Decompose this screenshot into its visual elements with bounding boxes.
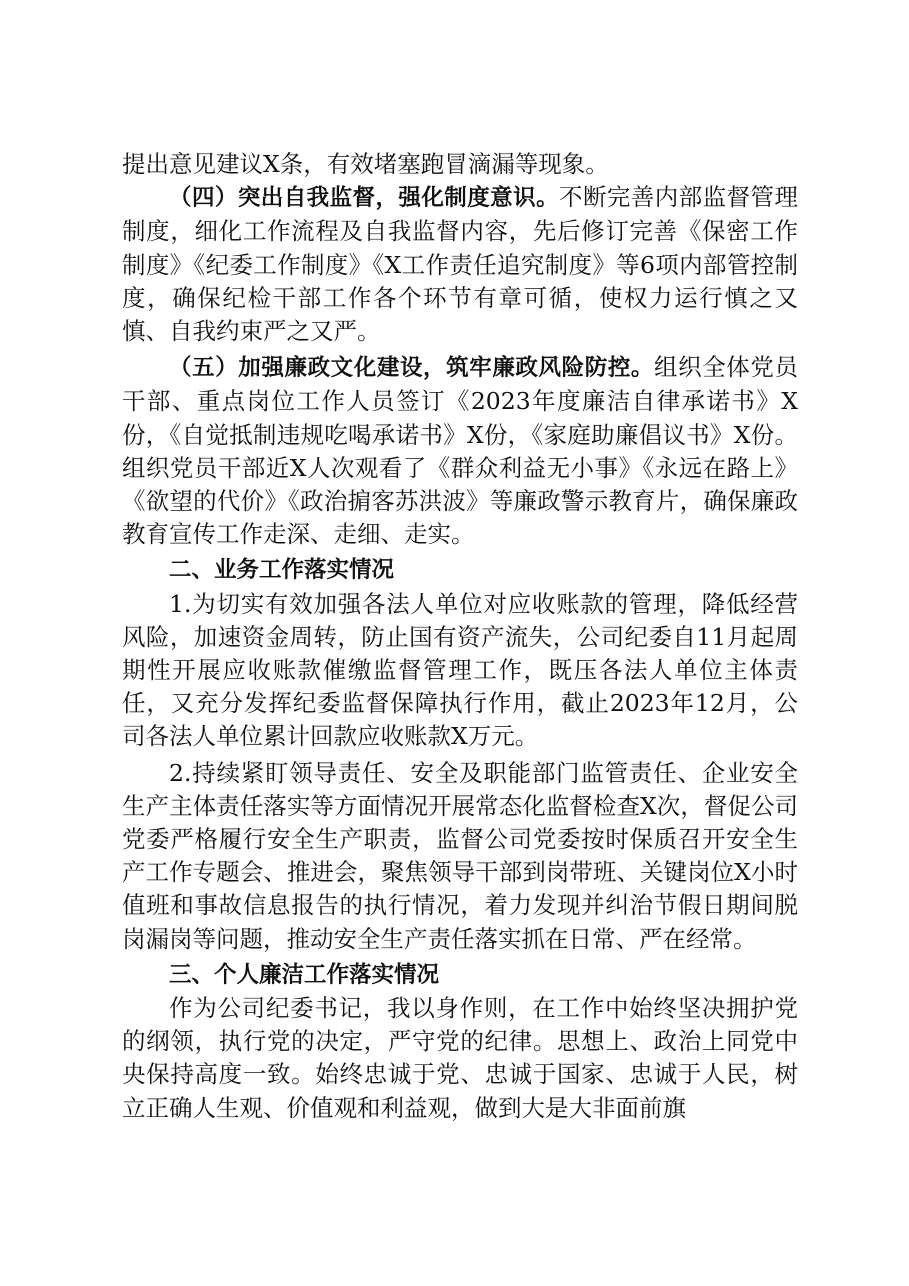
- list-item-1: 1.为切实有效加强各法人单位对应收账款的管理，降低经营风险，加速资金周转，防止国有资产流失，公司纪委自11月起周期性开展应收账款催缴监督管理工作，既压各法人单位主体责任，又充分发挥纪委监督保障执行作用，截止2023年12月，公司各法人单位累计回款应收账款X万元。: [122, 589, 798, 751]
- paragraph-continuation: [122, 148, 798, 181]
- paragraph-section-four: [122, 181, 798, 348]
- paragraph-section-three: 作为公司纪委书记，我以身作则，在工作中始终坚决拥护党的纲领，执行党的决定，严守党的纪律。思想上、政治上同党中央保持高度一致。始终忠诚于党、忠诚于国家、忠诚于人民，树立正确人生观、价值观和利益观，做到大是大非面前旗: [122, 994, 798, 1122]
- section-heading-three: 三、个人廉洁工作落实情况: [169, 961, 440, 988]
- section-heading-two: 二、业务工作落实情况: [169, 557, 395, 584]
- document-body: [122, 148, 798, 1125]
- paragraph-text: 提出意见建议X条，有效堵塞跑冒滴漏等现象。: [122, 150, 609, 178]
- subsection-heading-four: （四）突出自我监督，强化制度意识。: [169, 185, 560, 212]
- list-item-2: 2.持续紧盯领导责任、安全及职能部门监管责任、企业安全生产主体责任落实等方面情况开展常态化监督检查X次，督促公司党委严格履行安全生产职责，监督公司党委按时保质召开安全生产工作专题会、推进会，聚焦领导干部到岗带班、关键岗位X小时值班和事故信息报告的执行情况，着力发现并纠治节假日期间脱岗漏岗等问题，推动安全生产责任落实抓在日常、严在经常。: [122, 758, 798, 953]
- paragraph-text: 不断完善内部监督管理制度，细化工作流程及自我监督内容，先后修订完善《保密工作制度》《纪委工作制度》《X工作责任追究制度》等6项内部管控制度，确保纪检干部工作各个环节有章可循，使权力运行慎之又慎、自我约束严之又严。: [122, 183, 798, 346]
- subsection-heading-five: （五）加强廉政文化建设，筑牢廉政风险防控。: [169, 355, 655, 382]
- paragraph-text: 组织全体党员干部、重点岗位工作人员签订《2023年度廉洁自律承诺书》X份，《自觉抵制违规吃喝承诺书》X份，《家庭助廉倡议书》X份。组织党员干部近X人次观看了《群众利益无小事》《永远在路上》《欲望的代价》《政治掮客苏洪波》等廉政警示教育片，确保廉政教育宣传工作走深、走细、走实。: [122, 353, 798, 549]
- paragraph-section-five: [122, 351, 798, 551]
